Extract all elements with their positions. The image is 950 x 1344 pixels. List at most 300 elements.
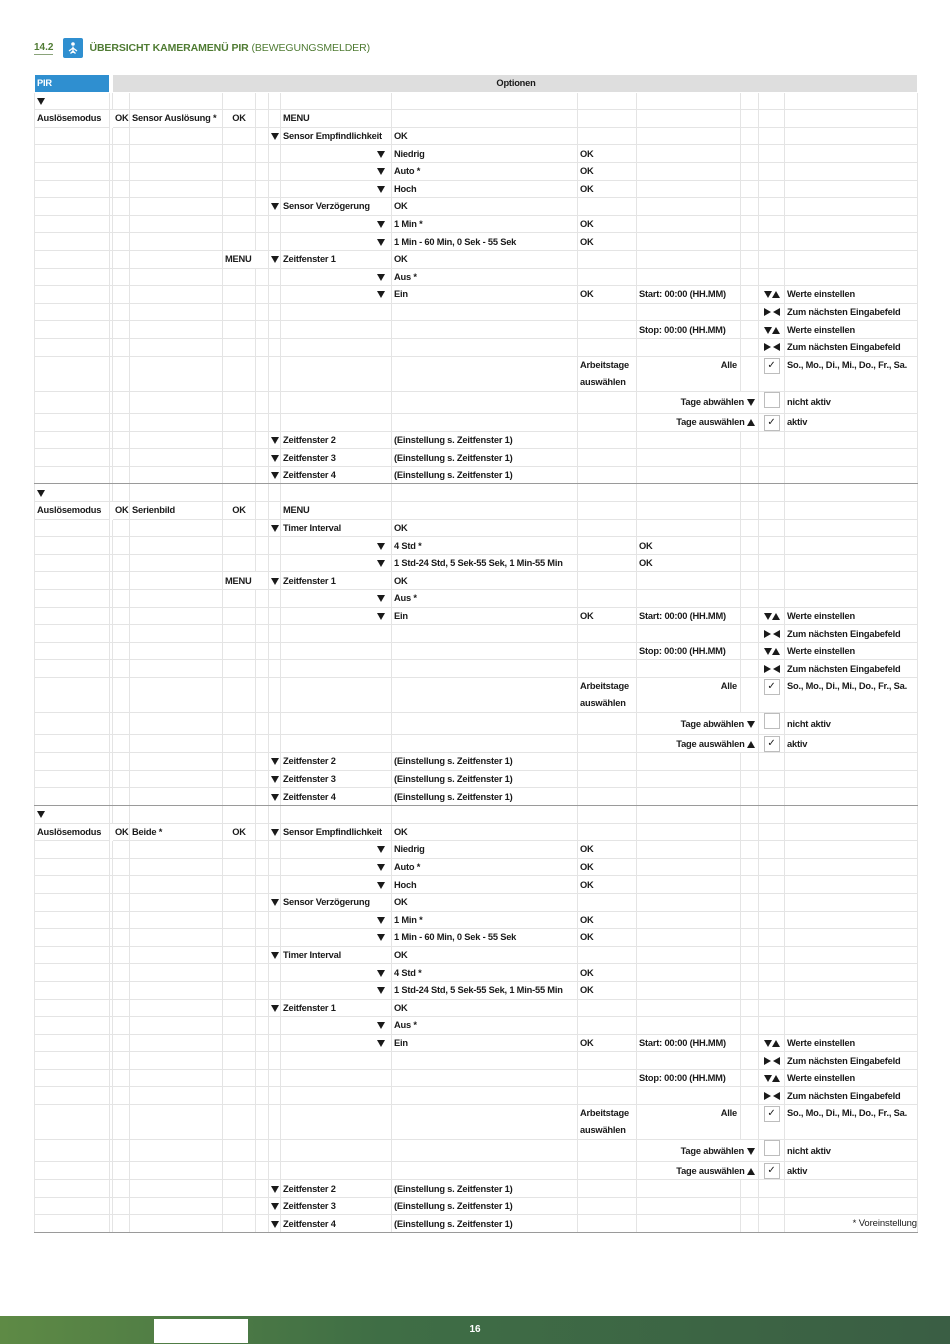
table-cell [35, 537, 110, 555]
table-cell [785, 233, 918, 251]
table-cell: Zeitfenster 1 [281, 572, 392, 590]
table-cell: OK [392, 127, 578, 145]
arrow-down-icon [271, 133, 279, 140]
table-row [35, 92, 918, 110]
table-cell [223, 625, 256, 643]
table-cell [281, 1017, 392, 1035]
table-cell [223, 215, 256, 233]
table-cell [35, 268, 110, 286]
table-cell [130, 484, 223, 502]
table-cell [256, 162, 269, 180]
table-cell [637, 502, 741, 520]
table-cell [759, 1162, 785, 1180]
table-cell [637, 590, 741, 608]
table-cell [113, 893, 130, 911]
arrow-down-icon [377, 221, 385, 228]
table-cell [223, 127, 256, 145]
table-cell [256, 554, 269, 572]
table-cell [392, 321, 578, 339]
table-cell [269, 964, 281, 982]
arrow-right-icon [764, 665, 771, 673]
table-cell [130, 678, 223, 713]
table-cell [741, 981, 759, 999]
table-cell: Auslösemodus [35, 502, 110, 520]
arrow-down-icon [271, 1186, 279, 1193]
checkbox[interactable]: ✓ [764, 736, 780, 752]
table-cell: Beide * [130, 823, 223, 841]
table-cell [130, 250, 223, 268]
page-title: ÜBERSICHT KAMERAMENÜ PIR (BEWEGUNGSMELDER) [89, 42, 370, 54]
table-cell [741, 502, 759, 520]
table-cell [785, 823, 918, 841]
table-cell [223, 858, 256, 876]
table-cell [578, 753, 637, 771]
table-cell [35, 321, 110, 339]
table-header-row [35, 75, 918, 93]
table-cell: MENU [281, 110, 392, 128]
table-cell [759, 946, 785, 964]
table-cell [578, 788, 637, 806]
table-cell [35, 981, 110, 999]
table-cell [113, 92, 130, 110]
table-cell [223, 466, 256, 484]
table-cell [578, 198, 637, 216]
table-cell [785, 268, 918, 286]
table-cell [130, 607, 223, 625]
table-cell [637, 466, 741, 484]
table-cell [130, 929, 223, 947]
table-cell [637, 981, 741, 999]
table-cell [759, 554, 785, 572]
checkbox[interactable]: ✓ [764, 679, 780, 695]
table-cell: OK [578, 841, 637, 859]
table-cell: OK [223, 110, 256, 128]
table-cell [256, 946, 269, 964]
table-cell [113, 162, 130, 180]
arrow-down-icon [764, 1075, 772, 1082]
table-cell [130, 180, 223, 198]
table-cell [741, 911, 759, 929]
table-cell [759, 858, 785, 876]
table-cell: Zeitfenster 4 [281, 1215, 392, 1233]
checkbox[interactable]: ✓ [764, 1106, 780, 1122]
table-cell [223, 338, 256, 356]
table-cell: Zeitfenster 2 [281, 1180, 392, 1198]
arrow-down-icon [37, 98, 45, 105]
table-cell: (Einstellung s. Zeitfenster 1) [392, 449, 578, 467]
table-cell [130, 92, 223, 110]
table-cell [113, 788, 130, 806]
table-cell [759, 1069, 785, 1087]
table-cell [269, 946, 281, 964]
table-row [35, 642, 918, 660]
table-cell [130, 466, 223, 484]
table-cell: Zeitfenster 2 [281, 431, 392, 449]
table-cell [759, 788, 785, 806]
arrow-down-icon [377, 970, 385, 977]
table-cell [223, 660, 256, 678]
table-row [35, 735, 918, 753]
table-cell [223, 519, 256, 537]
table-cell [281, 268, 392, 286]
table-cell [785, 572, 918, 590]
table-cell: OK [392, 572, 578, 590]
table-cell [130, 145, 223, 163]
table-cell [578, 449, 637, 467]
table-cell [637, 1017, 741, 1035]
table-cell: Tage abwählen [637, 713, 759, 735]
table-cell [269, 660, 281, 678]
table-cell [785, 841, 918, 859]
table-row [35, 127, 918, 145]
table-cell [741, 642, 759, 660]
table-cell: (Einstellung s. Zeitfenster 1) [392, 466, 578, 484]
table-cell [281, 876, 392, 894]
table-cell [269, 537, 281, 555]
table-cell [256, 770, 269, 788]
table-cell [578, 321, 637, 339]
table-cell [256, 893, 269, 911]
table-cell: Zum nächsten Eingabefeld [785, 1087, 918, 1105]
table-cell [269, 1180, 281, 1198]
table-cell [269, 1197, 281, 1215]
table-cell [130, 660, 223, 678]
table-cell [741, 449, 759, 467]
table-cell: Sensor Empfindlichkeit [281, 127, 392, 145]
table-cell [35, 1087, 110, 1105]
table-cell [392, 303, 578, 321]
table-cell [759, 1197, 785, 1215]
table-cell [269, 554, 281, 572]
table-cell [223, 1180, 256, 1198]
table-cell [113, 999, 130, 1017]
table-cell [35, 449, 110, 467]
table-cell [269, 1087, 281, 1105]
table-cell [785, 753, 918, 771]
table-cell [256, 413, 269, 431]
table-cell [35, 770, 110, 788]
table-cell [130, 981, 223, 999]
table-cell [392, 642, 578, 660]
table-cell [785, 1180, 918, 1198]
table-cell [35, 788, 110, 806]
table-cell [759, 92, 785, 110]
checkbox[interactable]: ✓ [764, 1163, 780, 1179]
table-cell [269, 233, 281, 251]
table-cell [35, 753, 110, 771]
table-row [35, 770, 918, 788]
arrow-down-icon [271, 203, 279, 210]
table-cell [578, 1215, 637, 1233]
table-cell [130, 876, 223, 894]
table-cell [759, 449, 785, 467]
table-cell [269, 1069, 281, 1087]
table-cell [113, 338, 130, 356]
table-cell [223, 607, 256, 625]
table-cell [113, 981, 130, 999]
table-cell [741, 964, 759, 982]
table-cell [256, 625, 269, 643]
table-cell: Zum nächsten Eingabefeld [785, 625, 918, 643]
table-cell [741, 678, 759, 713]
table-row [35, 590, 918, 608]
arrow-left-icon [773, 1092, 780, 1100]
table-row [35, 215, 918, 233]
table-cell [223, 356, 256, 391]
table-cell [113, 519, 130, 537]
table-cell: OK [223, 823, 256, 841]
table-cell [113, 466, 130, 484]
arrow-up-icon [772, 648, 780, 655]
table-cell [759, 572, 785, 590]
table-cell [113, 753, 130, 771]
table-cell [256, 1105, 269, 1140]
table-cell [281, 625, 392, 643]
table-cell: 1 Min - 60 Min, 0 Sek - 55 Sek [392, 929, 578, 947]
table-cell [578, 625, 637, 643]
arrow-down-icon [764, 291, 772, 298]
table-cell [130, 413, 223, 431]
table-cell [113, 321, 130, 339]
table-cell [759, 678, 785, 713]
table-row [35, 519, 918, 537]
table-cell [759, 1215, 785, 1233]
table-cell [130, 127, 223, 145]
table-cell [35, 642, 110, 660]
table-cell [759, 625, 785, 643]
arrow-down-icon [764, 648, 772, 655]
table-cell [785, 215, 918, 233]
table-cell: Alle [637, 678, 741, 713]
table-cell: 1 Min - 60 Min, 0 Sek - 55 Sek [392, 233, 578, 251]
table-cell [130, 321, 223, 339]
table-cell [35, 554, 110, 572]
table-cell [281, 233, 392, 251]
table-cell [113, 911, 130, 929]
table-cell [281, 678, 392, 713]
table-cell [130, 964, 223, 982]
table-cell: Ein [392, 607, 578, 625]
table-row [35, 805, 918, 823]
table-cell: Auslösemodus [35, 823, 110, 841]
table-cell [269, 356, 281, 391]
table-cell [741, 554, 759, 572]
table-cell [637, 1180, 741, 1198]
arrow-down-icon [764, 613, 772, 620]
table-cell [256, 1017, 269, 1035]
checkbox[interactable] [764, 392, 780, 408]
table-cell [741, 162, 759, 180]
table-cell [113, 145, 130, 163]
table-cell [35, 572, 110, 590]
table-row [35, 431, 918, 449]
table-cell [578, 268, 637, 286]
table-cell [130, 1087, 223, 1105]
checkbox[interactable]: ✓ [764, 358, 780, 374]
arrow-right-icon [764, 308, 771, 316]
arrow-up-icon [747, 1168, 755, 1175]
table-cell [130, 788, 223, 806]
table-cell [637, 1197, 741, 1215]
table-cell [759, 1087, 785, 1105]
table-cell [281, 805, 392, 823]
arrow-up-icon [747, 419, 755, 426]
table-cell [269, 805, 281, 823]
table-cell [256, 321, 269, 339]
table-cell: Zeitfenster 3 [281, 770, 392, 788]
table-cell [281, 713, 392, 735]
table-cell [113, 642, 130, 660]
section-number: 14.2 [34, 41, 54, 53]
table-cell: Stop: 00:00 (HH.MM) [637, 1069, 741, 1087]
arrow-right-icon [764, 343, 771, 351]
table-cell [392, 484, 578, 502]
table-cell [759, 1052, 785, 1070]
table-cell [130, 519, 223, 537]
table-cell [269, 999, 281, 1017]
table-cell [785, 858, 918, 876]
table-cell [223, 145, 256, 163]
arrow-down-icon [271, 758, 279, 765]
table-row [35, 713, 918, 735]
arrow-down-icon [377, 917, 385, 924]
table-cell [637, 198, 741, 216]
table-cell [281, 321, 392, 339]
table-cell [113, 1180, 130, 1198]
table-cell [35, 413, 110, 431]
table-cell [35, 180, 110, 198]
checkbox[interactable] [764, 1140, 780, 1156]
table-cell [741, 841, 759, 859]
checkbox[interactable]: ✓ [764, 415, 780, 431]
table-cell [759, 642, 785, 660]
table-cell [223, 753, 256, 771]
table-cell [785, 449, 918, 467]
table-cell [269, 110, 281, 128]
arrow-down-icon [377, 543, 385, 550]
table-cell [113, 356, 130, 391]
table-cell: Werte einstellen [785, 607, 918, 625]
arrow-down-icon [271, 472, 279, 479]
table-cell: OK [392, 893, 578, 911]
table-cell [269, 981, 281, 999]
table-cell [35, 1215, 110, 1233]
table-cell: OK [578, 286, 637, 304]
table-cell [256, 1069, 269, 1087]
table-cell: Arbeitstage auswählen [578, 678, 637, 713]
table-cell [392, 1052, 578, 1070]
section-header [34, 36, 370, 60]
table-cell [392, 713, 578, 735]
table-cell [256, 660, 269, 678]
table-cell [223, 876, 256, 894]
table-cell [637, 805, 741, 823]
table-cell [269, 145, 281, 163]
table-cell: Stop: 00:00 (HH.MM) [637, 642, 741, 660]
table-cell: nicht aktiv [785, 1140, 918, 1162]
table-cell: Timer Interval [281, 946, 392, 964]
table-cell [113, 286, 130, 304]
table-cell [113, 770, 130, 788]
table-cell [269, 215, 281, 233]
table-cell [130, 1197, 223, 1215]
table-cell [741, 590, 759, 608]
table-cell [113, 1215, 130, 1233]
table-row [35, 554, 918, 572]
arrow-left-icon [773, 1057, 780, 1065]
table-cell [759, 1180, 785, 1198]
table-cell [637, 145, 741, 163]
table-cell [223, 1017, 256, 1035]
table-cell [256, 268, 269, 286]
table-cell [759, 180, 785, 198]
table-cell [35, 607, 110, 625]
table-cell: Sensor Verzögerung [281, 893, 392, 911]
table-cell [578, 466, 637, 484]
table-cell [130, 590, 223, 608]
table-cell [269, 713, 281, 735]
table-cell: So., Mo., Di., Mi., Do., Fr., Sa. [785, 1105, 918, 1140]
table-cell [759, 590, 785, 608]
table-row [35, 876, 918, 894]
table-cell [130, 554, 223, 572]
table-cell [113, 449, 130, 467]
table-cell [269, 858, 281, 876]
table-cell [223, 321, 256, 339]
table-cell [223, 929, 256, 947]
table-cell [223, 92, 256, 110]
table-cell [269, 911, 281, 929]
table-cell [785, 431, 918, 449]
table-cell [269, 92, 281, 110]
table-cell [281, 162, 392, 180]
table-cell [35, 431, 110, 449]
table-cell [741, 572, 759, 590]
table-cell [578, 1140, 637, 1162]
table-cell [113, 858, 130, 876]
table-cell [759, 660, 785, 678]
table-cell: nicht aktiv [785, 391, 918, 413]
checkbox[interactable] [764, 713, 780, 729]
table-cell [130, 642, 223, 660]
options-header: Optionen [113, 75, 918, 93]
table-cell: MENU [223, 250, 269, 268]
table-cell [223, 198, 256, 216]
pir-menu-table [34, 74, 917, 1233]
table-cell [759, 823, 785, 841]
table-cell [113, 572, 130, 590]
table-cell: Auto * [392, 858, 578, 876]
table-row [35, 198, 918, 216]
table-cell [392, 356, 578, 391]
table-cell [392, 625, 578, 643]
table-cell [578, 537, 637, 555]
table-cell [113, 713, 130, 735]
table-cell [785, 999, 918, 1017]
table-cell: Start: 00:00 (HH.MM) [637, 607, 741, 625]
table-cell [223, 893, 256, 911]
arrow-down-icon [377, 846, 385, 853]
arrow-up-icon [772, 291, 780, 298]
table-row [35, 1069, 918, 1087]
table-cell [637, 1087, 741, 1105]
table-cell [256, 92, 269, 110]
table-cell [256, 876, 269, 894]
table-cell [269, 770, 281, 788]
table-cell [759, 876, 785, 894]
table-cell [256, 929, 269, 947]
table-cell: OK [578, 876, 637, 894]
